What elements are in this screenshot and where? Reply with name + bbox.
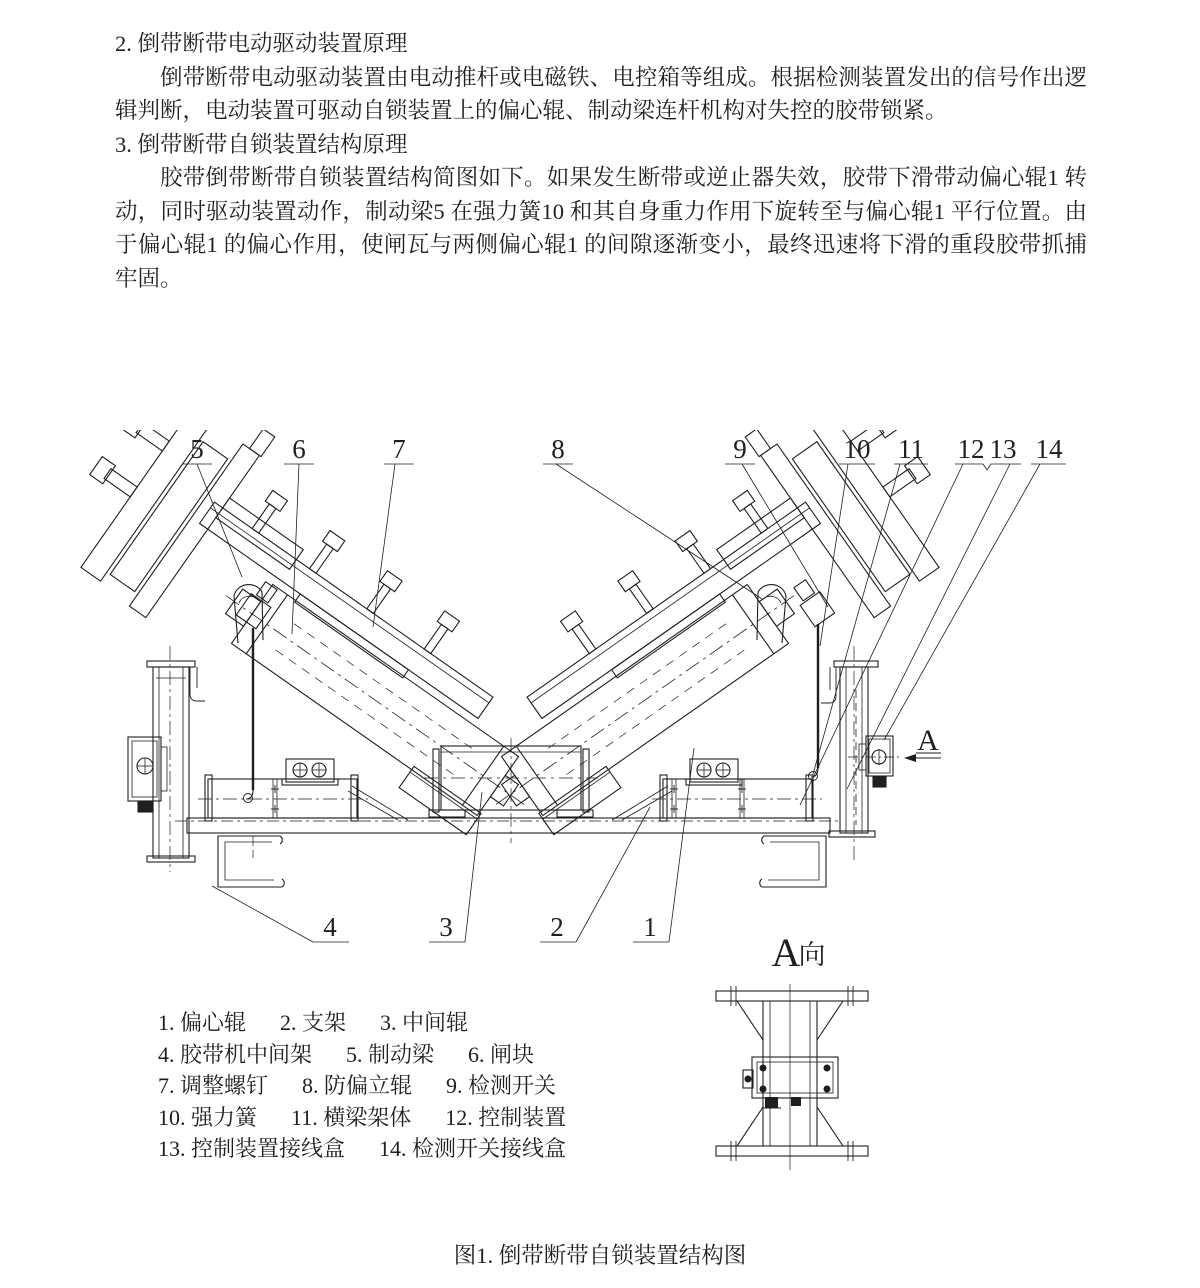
- legend-row: [158, 1133, 566, 1165]
- callout-label: 11: [898, 434, 924, 464]
- legend-item: 7. 调整螺钉: [158, 1073, 269, 1098]
- legend-item: 1. 偏心辊: [158, 1010, 247, 1035]
- legend-item: 8. 防偏立辊: [302, 1073, 413, 1098]
- callout-label: 9: [733, 434, 747, 464]
- callout-label: 13: [989, 434, 1017, 464]
- legend-item: 5. 制动梁: [346, 1041, 435, 1067]
- legend-item: 3. 中间辊: [380, 1010, 469, 1035]
- left-junction-box: [128, 737, 167, 812]
- a-view-drawing: [716, 984, 868, 1170]
- callout-label: 8: [551, 434, 565, 464]
- legend-item: 2. 支架: [280, 1010, 347, 1035]
- parts-legend: [158, 1007, 566, 1165]
- callout-label: 14: [1035, 434, 1063, 464]
- legend-item: 11. 横梁架体: [291, 1104, 412, 1130]
- section-heading: 3. 倒带断带自锁装置结构原理: [115, 131, 408, 157]
- callout-label: 7: [392, 434, 406, 464]
- callout-label: 4: [323, 912, 337, 942]
- callout-label: 1: [643, 912, 657, 942]
- left-stand: [147, 646, 205, 872]
- callout-label: 2: [550, 912, 564, 942]
- left-channel: [218, 836, 284, 887]
- callout-label: 12: [957, 434, 985, 464]
- legend-item: 4. 胶带机中间架: [158, 1041, 313, 1067]
- callout-label: 6: [292, 434, 306, 464]
- figure-caption: 图1. 倒带断带自锁装置结构图: [453, 1243, 747, 1268]
- legend-item: 6. 闸块: [468, 1041, 535, 1067]
- a-view-title-letter: A: [771, 930, 801, 975]
- section-heading: 2. 倒带断带电动驱动装置原理: [115, 31, 408, 56]
- legend-item: 13. 控制装置接线盒: [158, 1136, 346, 1161]
- legend-item: 10. 强力簧: [158, 1104, 258, 1130]
- legend-item: 12. 控制装置: [445, 1104, 567, 1130]
- legend-row: [158, 1102, 566, 1134]
- legend-item: 9. 检测开关: [446, 1073, 557, 1098]
- article-text: [115, 27, 1087, 295]
- callout-label: 10: [843, 434, 871, 464]
- base-beam: [175, 818, 842, 833]
- right-spring-rod: [790, 577, 835, 781]
- right-roller-assembly: [405, 430, 979, 857]
- right-channel: [760, 836, 826, 887]
- view-arrow: [904, 724, 941, 762]
- left-support-bracket: [282, 759, 338, 785]
- callout-label: 3: [439, 912, 453, 942]
- legend-row: [158, 1007, 566, 1039]
- legend-row: [158, 1039, 566, 1071]
- legend-item: 14. 检测开关接线盒: [379, 1136, 567, 1161]
- a-view-title-suffix: 向: [798, 940, 826, 970]
- callouts: [182, 464, 1066, 942]
- view-arrow-label: A: [917, 724, 939, 757]
- left-roller-assembly: [41, 430, 615, 857]
- legend-row: [158, 1070, 566, 1102]
- callout-label: 5: [190, 434, 204, 464]
- left-spring-rod: [236, 579, 281, 803]
- section-body: 倒带断带电动驱动装置由电动推杆或电磁铁、电控箱等组成。根据检测装置发出的信号作出逻辑判断，电动装置可驱动自锁装置上的偏心辊、制动梁连杆机构对失控的胶带锁紧。: [115, 64, 1087, 123]
- right-support-bracket: [686, 759, 742, 785]
- section-body: 胶带倒带断带自锁装置结构简图如下。如果发生断带或逆止器失效，胶带下滑带动偏心辊1 转动，同时驱动装置动作，制动梁5 在强力簧10 和其自身重力作用下旋转至与偏心辊1 平行位置。由于偏心辊1 的偏心作用，使闸瓦与两侧偏心辊1 的间隙逐渐变小，最终迅速将下滑的重段胶带抓捕牢固。: [115, 165, 1087, 291]
